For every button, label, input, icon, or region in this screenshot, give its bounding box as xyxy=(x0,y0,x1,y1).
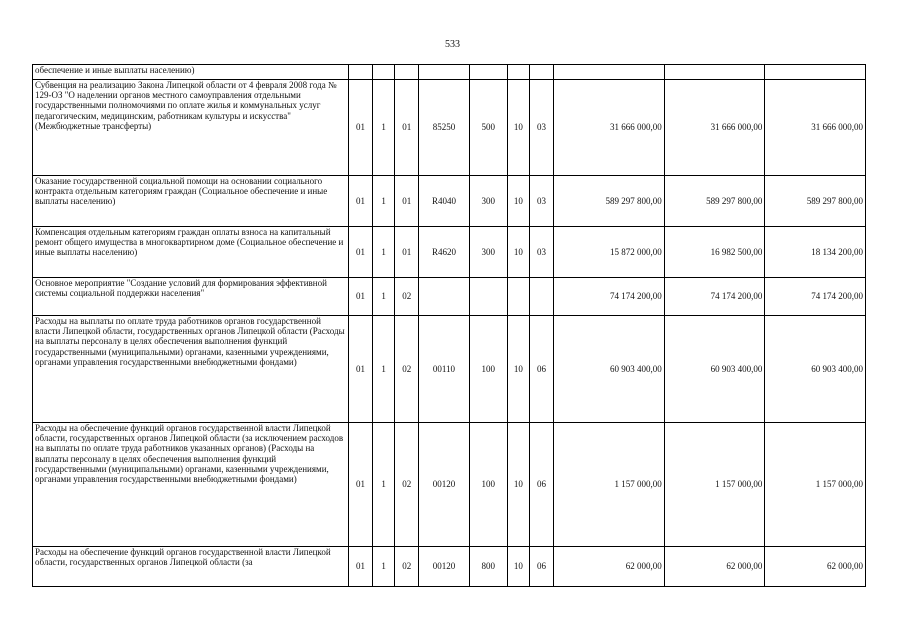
table-row xyxy=(33,423,866,547)
table-row xyxy=(33,65,866,80)
event-code: 02 xyxy=(395,547,419,587)
row-description: Субвенция на реализацию Закона Липецкой области от 4 февраля 2008 года № 129-ОЗ "О наделении органов местного самоуправления отдельными государственными полномочиями по оплате жилья и коммунальных услуг педагогическим, медицинским, работникам культуры и искусства" (Межбюджетные трансферты) xyxy=(33,80,349,176)
program-code xyxy=(348,65,372,80)
expense-type-code: 800 xyxy=(469,547,507,587)
section-code xyxy=(507,278,529,316)
section-code: 10 xyxy=(507,547,529,587)
expense-type-code: 100 xyxy=(469,316,507,423)
subsection-code: 03 xyxy=(529,176,553,227)
amount-year-2: 74 174 200,00 xyxy=(664,278,765,316)
amount-year-1: 15 872 000,00 xyxy=(554,227,665,278)
amount-year-2: 31 666 000,00 xyxy=(664,80,765,176)
amount-year-2: 16 982 500,00 xyxy=(664,227,765,278)
program-code: 01 xyxy=(348,80,372,176)
amount-year-3 xyxy=(765,65,866,80)
section-code: 10 xyxy=(507,80,529,176)
program-code: 01 xyxy=(348,316,372,423)
subprogram-code: 1 xyxy=(373,316,395,423)
amount-year-1: 589 297 800,00 xyxy=(554,176,665,227)
subsection-code: 03 xyxy=(529,227,553,278)
budget-table xyxy=(32,64,866,587)
expense-type-code xyxy=(469,65,507,80)
event-code: 02 xyxy=(395,423,419,547)
subprogram-code: 1 xyxy=(373,547,395,587)
program-code: 01 xyxy=(348,423,372,547)
amount-year-3: 589 297 800,00 xyxy=(765,176,866,227)
row-description: Оказание государственной социальной помощи на основании социального контракта отдельным категориям граждан (Социальное обеспечение и иные выплаты населению) xyxy=(33,176,349,227)
direction-code: 00110 xyxy=(419,316,469,423)
event-code xyxy=(395,65,419,80)
row-description: Расходы на выплаты по оплате труда работников органов государственной власти Липецкой области, государственных органов Липецкой области (Расходы на выплаты персоналу в целях обеспечения выполнения функций государственными (муниципальными) органами, казенными учреждениями, органами управления государственными внебюджетными фондами) xyxy=(33,316,349,423)
expense-type-code xyxy=(469,278,507,316)
direction-code: 85250 xyxy=(419,80,469,176)
subsection-code: 03 xyxy=(529,80,553,176)
table-row xyxy=(33,227,866,278)
amount-year-2 xyxy=(664,65,765,80)
amount-year-1: 31 666 000,00 xyxy=(554,80,665,176)
direction-code xyxy=(419,65,469,80)
section-code: 10 xyxy=(507,423,529,547)
amount-year-2: 60 903 400,00 xyxy=(664,316,765,423)
row-description: Расходы на обеспечение функций органов государственной власти Липецкой области, государственных органов Липецкой области (за xyxy=(33,547,349,587)
table-row xyxy=(33,278,866,316)
subsection-code xyxy=(529,65,553,80)
table-row xyxy=(33,176,866,227)
section-code xyxy=(507,65,529,80)
expense-type-code: 100 xyxy=(469,423,507,547)
program-code: 01 xyxy=(348,176,372,227)
row-description: Основное мероприятие "Создание условий для формирования эффективной системы социальной поддержки населения" xyxy=(33,278,349,316)
amount-year-3: 60 903 400,00 xyxy=(765,316,866,423)
direction-code: R4040 xyxy=(419,176,469,227)
table-row xyxy=(33,316,866,423)
subprogram-code xyxy=(373,65,395,80)
subprogram-code: 1 xyxy=(373,278,395,316)
row-description: Компенсация отдельным категориям граждан оплаты взноса на капитальный ремонт общего имущества в многоквартирном доме (Социальное обеспечение и иные выплаты населению) xyxy=(33,227,349,278)
expense-type-code: 300 xyxy=(469,227,507,278)
program-code: 01 xyxy=(348,227,372,278)
event-code: 01 xyxy=(395,176,419,227)
direction-code xyxy=(419,278,469,316)
amount-year-2: 1 157 000,00 xyxy=(664,423,765,547)
table-row xyxy=(33,80,866,176)
amount-year-1: 1 157 000,00 xyxy=(554,423,665,547)
subprogram-code: 1 xyxy=(373,423,395,547)
amount-year-1: 60 903 400,00 xyxy=(554,316,665,423)
program-code: 01 xyxy=(348,278,372,316)
program-code: 01 xyxy=(348,547,372,587)
subsection-code xyxy=(529,278,553,316)
amount-year-3: 31 666 000,00 xyxy=(765,80,866,176)
direction-code: 00120 xyxy=(419,547,469,587)
page-number: 533 xyxy=(445,39,460,50)
section-code: 10 xyxy=(507,227,529,278)
subsection-code: 06 xyxy=(529,316,553,423)
event-code: 01 xyxy=(395,80,419,176)
event-code: 02 xyxy=(395,278,419,316)
row-description: обеспечение и иные выплаты населению) xyxy=(33,65,349,80)
subsection-code: 06 xyxy=(529,547,553,587)
subprogram-code: 1 xyxy=(373,227,395,278)
event-code: 02 xyxy=(395,316,419,423)
amount-year-3: 74 174 200,00 xyxy=(765,278,866,316)
amount-year-1 xyxy=(554,65,665,80)
table-row xyxy=(33,547,866,587)
direction-code: R4620 xyxy=(419,227,469,278)
subprogram-code: 1 xyxy=(373,80,395,176)
amount-year-2: 589 297 800,00 xyxy=(664,176,765,227)
amount-year-3: 18 134 200,00 xyxy=(765,227,866,278)
section-code: 10 xyxy=(507,176,529,227)
amount-year-3: 62 000,00 xyxy=(765,547,866,587)
direction-code: 00120 xyxy=(419,423,469,547)
amount-year-2: 62 000,00 xyxy=(664,547,765,587)
amount-year-1: 74 174 200,00 xyxy=(554,278,665,316)
amount-year-1: 62 000,00 xyxy=(554,547,665,587)
row-description: Расходы на обеспечение функций органов государственной власти Липецкой области, государственных органов Липецкой области (за исключением расходов на выплаты по оплате труда работников указанных органов) (Расходы на выплаты персоналу в целях обеспечения выполнения функций государственными (муниципальными) органами, казенными учреждениями, органами управления государственными внебюджетными фондами) xyxy=(33,423,349,547)
event-code: 01 xyxy=(395,227,419,278)
section-code: 10 xyxy=(507,316,529,423)
expense-type-code: 500 xyxy=(469,80,507,176)
subprogram-code: 1 xyxy=(373,176,395,227)
subsection-code: 06 xyxy=(529,423,553,547)
amount-year-3: 1 157 000,00 xyxy=(765,423,866,547)
expense-type-code: 300 xyxy=(469,176,507,227)
